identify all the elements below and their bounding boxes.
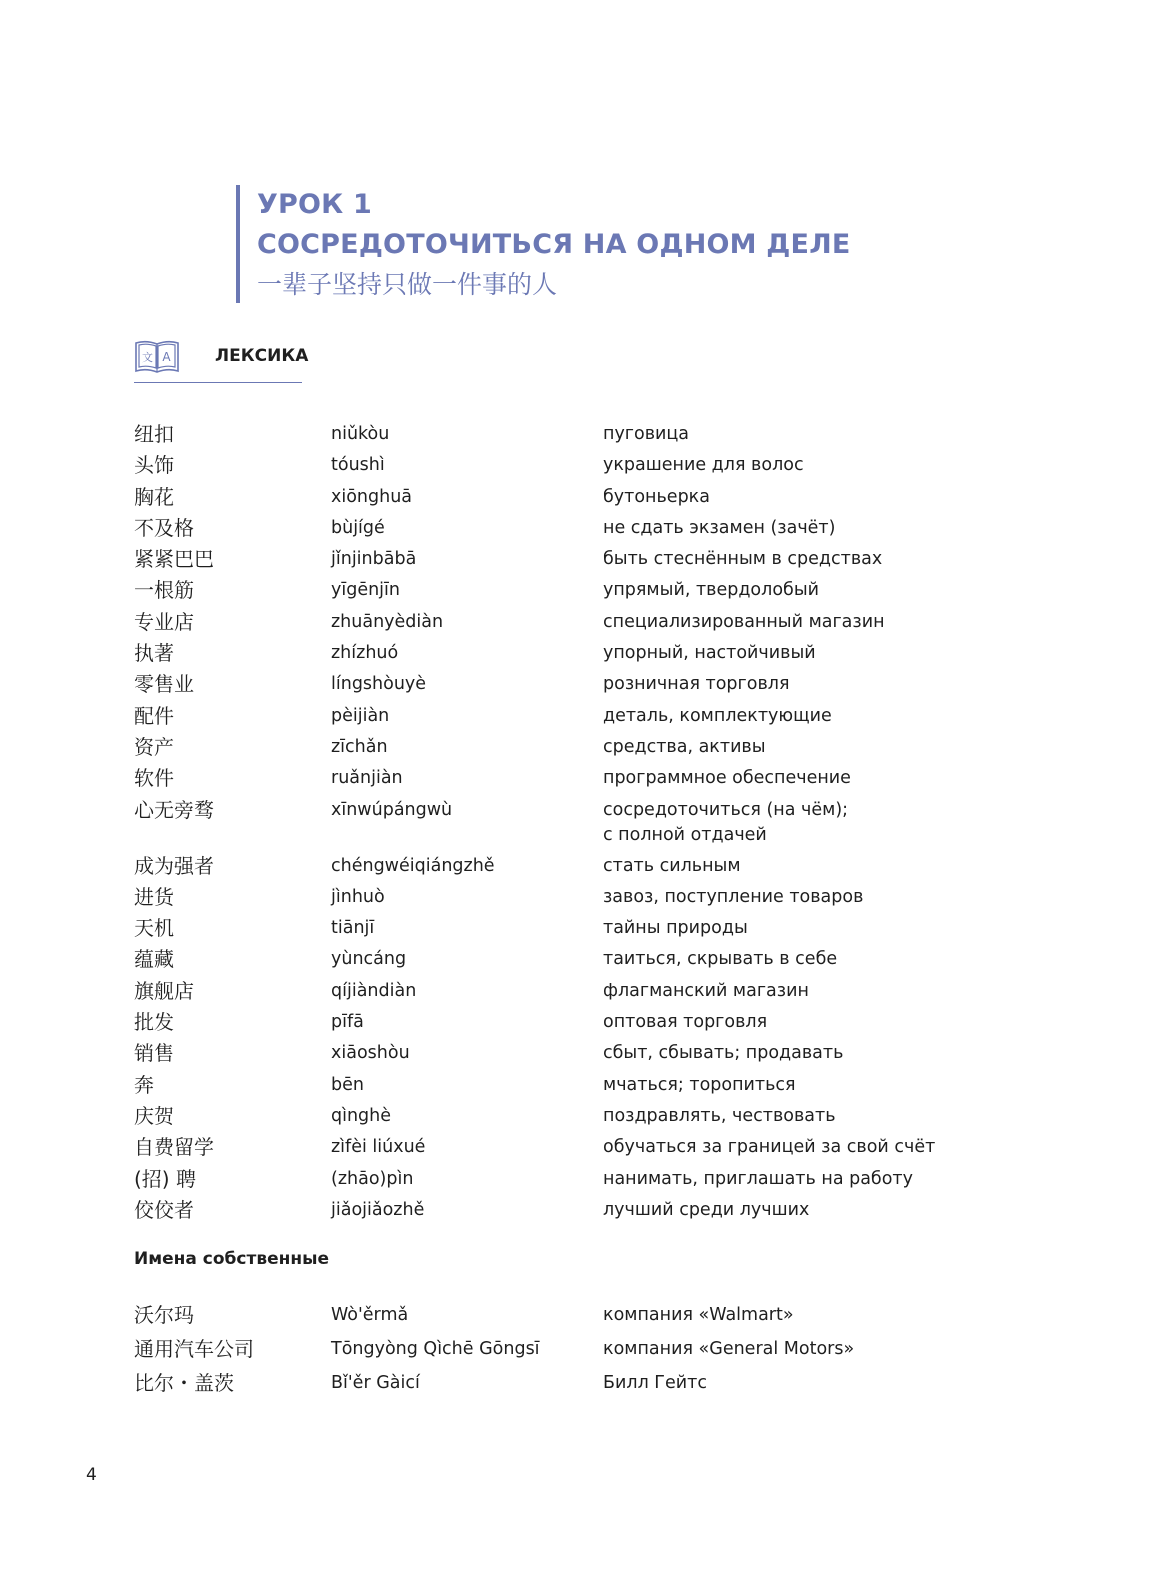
vocab-hanzi: 销售 xyxy=(134,1041,174,1066)
proper-name-hanzi: 比尔・盖茨 xyxy=(134,1371,234,1395)
vocab-row xyxy=(134,1070,994,1101)
vocab-hanzi: 零售业 xyxy=(134,672,194,697)
vocab-pinyin: qìnghè xyxy=(331,1105,392,1126)
proper-name-meaning: компания «Walmart» xyxy=(603,1305,794,1325)
vocab-hanzi: 纽扣 xyxy=(134,422,174,446)
vocab-pinyin: chéngwéiqiángzhě xyxy=(331,855,495,876)
proper-name-meaning: компания «General Motors» xyxy=(603,1339,855,1359)
vocab-hanzi: 佼佼者 xyxy=(134,1197,194,1222)
section-label: ЛЕКСИКА xyxy=(215,346,309,366)
proper-name-row xyxy=(134,1300,994,1334)
vocab-meaning: упорный, настойчивый xyxy=(603,643,816,664)
vocab-pinyin: yīgēnjīn xyxy=(331,580,401,601)
vocab-pinyin: bēn xyxy=(331,1074,364,1095)
vocab-row xyxy=(134,1195,994,1226)
vocab-pinyin: tiānjī xyxy=(331,918,375,939)
vocab-row xyxy=(134,795,994,851)
vocab-pinyin: zhuānyèdiàn xyxy=(331,611,444,632)
vocab-meaning-line1: сосредоточиться (на чём); xyxy=(603,799,849,820)
vocab-meaning: быть стеснённым в средствах xyxy=(603,549,883,570)
vocab-row xyxy=(134,851,994,882)
vocab-hanzi: 头饰 xyxy=(134,453,174,478)
vocab-row xyxy=(134,607,994,638)
vocab-meaning: программное обеспечение xyxy=(603,768,851,789)
vocab-pinyin: jiǎojiǎozhě xyxy=(331,1199,425,1220)
vocab-row xyxy=(134,450,994,481)
section-header-vocabulary xyxy=(134,338,309,383)
proper-name-hanzi: 沃尔玛 xyxy=(134,1303,194,1327)
vocab-hanzi: 执著 xyxy=(134,641,174,666)
vocab-hanzi: 资产 xyxy=(134,734,174,759)
vocab-row xyxy=(134,976,994,1007)
vocab-meaning: сбыт, сбывать; продавать xyxy=(603,1043,844,1064)
lesson-number: УРОК 1 xyxy=(257,189,373,220)
vocab-pinyin: bùjígé xyxy=(331,517,385,538)
vocab-meaning: флагманский магазин xyxy=(603,980,809,1001)
vocab-meaning-line2: с полной отдачей xyxy=(603,824,767,845)
vocab-hanzi: 专业店 xyxy=(134,609,194,634)
vocab-pinyin: zīchǎn xyxy=(331,736,388,757)
vocab-meaning: мчаться; торопиться xyxy=(603,1074,796,1095)
vocab-meaning: специализированный магазин xyxy=(603,611,885,632)
vocab-hanzi: 心无旁骛 xyxy=(134,797,214,822)
vocab-meaning: нанимать, приглашать на работу xyxy=(603,1168,913,1189)
vocab-pinyin: yùncáng xyxy=(331,949,407,970)
vocab-pinyin: xiōnghuā xyxy=(331,486,413,507)
vocab-meaning: средства, активы xyxy=(603,736,766,757)
vocab-meaning: оптовая торговля xyxy=(603,1012,768,1033)
vocab-hanzi: 一根筋 xyxy=(134,578,194,603)
vocab-hanzi: 奔 xyxy=(134,1072,154,1097)
vocab-pinyin: jìnhuò xyxy=(331,886,385,907)
vocab-row xyxy=(134,638,994,669)
icon-glyph-wen: 文 xyxy=(142,351,153,364)
vocab-row xyxy=(134,1038,994,1069)
lesson-title-chinese: 一辈子坚持只做一件事的人 xyxy=(257,270,558,299)
vocab-pinyin: zìfèi liúxué xyxy=(331,1137,426,1158)
vocab-meaning: обучаться за границей за свой счёт xyxy=(603,1137,936,1158)
vocab-row xyxy=(134,544,994,575)
vocab-meaning: пуговица xyxy=(603,424,690,444)
vocab-hanzi: 不及格 xyxy=(134,515,194,540)
vocab-pinyin: qíjiàndiàn xyxy=(331,980,417,1001)
vocab-meaning: упрямый, твердолобый xyxy=(603,580,820,601)
vocab-row xyxy=(134,575,994,606)
vocab-hanzi: 庆贺 xyxy=(134,1103,174,1128)
vocab-meaning: украшение для волос xyxy=(603,455,804,476)
vocab-meaning: завоз, поступление товаров xyxy=(603,886,864,907)
vocab-row xyxy=(134,763,994,794)
vocab-row xyxy=(134,482,994,513)
proper-name-pinyin: Wò'ěrmǎ xyxy=(331,1305,409,1325)
vocab-meaning: бутоньерка xyxy=(603,486,710,507)
vocab-pinyin: xīnwúpángwù xyxy=(331,799,453,820)
vocab-hanzi: 成为强者 xyxy=(134,853,214,878)
vocab-row xyxy=(134,1101,994,1132)
vocab-pinyin: tóushì xyxy=(331,455,385,476)
vocab-pinyin: língshòuyè xyxy=(331,674,427,695)
vocab-pinyin: ruǎnjiàn xyxy=(331,768,403,789)
vocab-row xyxy=(134,913,994,944)
proper-name-row xyxy=(134,1334,994,1368)
vocab-hanzi: 紧紧巴巴 xyxy=(134,547,214,572)
vocab-row xyxy=(134,701,994,732)
vocab-meaning xyxy=(603,798,983,848)
proper-names-list xyxy=(134,1300,994,1402)
vocab-row xyxy=(134,1007,994,1038)
vocab-meaning: деталь, комплектующие xyxy=(603,705,832,726)
vocab-row xyxy=(134,944,994,975)
vocab-hanzi: 旗舰店 xyxy=(134,978,194,1003)
vocab-hanzi: 蕴藏 xyxy=(134,947,174,972)
vocab-row xyxy=(134,669,994,700)
vocab-meaning: таиться, скрывать в себе xyxy=(603,949,838,970)
vocab-row xyxy=(134,419,994,450)
proper-name-hanzi: 通用汽车公司 xyxy=(134,1337,254,1361)
vocab-hanzi: 配件 xyxy=(134,703,174,728)
vocab-row xyxy=(134,1164,994,1195)
vocab-pinyin: jǐnjinbābā xyxy=(331,549,417,570)
lesson-title: СОСРЕДОТОЧИТЬСЯ НА ОДНОМ ДЕЛЕ xyxy=(257,229,851,260)
vocab-hanzi: 天机 xyxy=(134,916,174,941)
vocab-meaning: розничная торговля xyxy=(603,674,790,695)
vocab-meaning: лучший среди лучших xyxy=(603,1199,810,1220)
icon-glyph-a: A xyxy=(162,350,171,364)
vocab-pinyin: pīfā xyxy=(331,1012,364,1033)
vocab-pinyin: zhízhuó xyxy=(331,643,399,664)
proper-names-title: Имена собственные xyxy=(134,1249,330,1269)
proper-name-row xyxy=(134,1368,994,1402)
vocab-meaning: стать сильным xyxy=(603,855,741,876)
vocab-meaning: поздравлять, чествовать xyxy=(603,1105,836,1126)
vocab-row xyxy=(134,732,994,763)
vocabulary-list xyxy=(134,419,994,1226)
vocab-meaning: тайны природы xyxy=(603,918,748,939)
vocab-row xyxy=(134,513,994,544)
lesson-header xyxy=(236,185,850,303)
vocab-pinyin: pèijiàn xyxy=(331,705,390,726)
vocab-row xyxy=(134,1132,994,1163)
vocab-hanzi: 批发 xyxy=(134,1010,174,1035)
vocab-hanzi: (招) 聘 xyxy=(134,1166,196,1191)
proper-name-pinyin: Tōngyòng Qìchē Gōngsī xyxy=(331,1339,540,1359)
vocab-row xyxy=(134,882,994,913)
book-translate-icon xyxy=(134,339,180,375)
vocab-pinyin: niǔkòu xyxy=(331,424,390,444)
vocab-hanzi: 自费留学 xyxy=(134,1135,214,1160)
vocab-meaning: не сдать экзамен (зачёт) xyxy=(603,517,836,538)
page-number: 4 xyxy=(86,1465,97,1485)
vocab-hanzi: 软件 xyxy=(134,766,174,791)
vocab-pinyin: xiāoshòu xyxy=(331,1043,410,1064)
proper-name-meaning: Билл Гейтс xyxy=(603,1373,707,1393)
vocab-hanzi: 进货 xyxy=(134,884,174,909)
vocab-pinyin: (zhāo)pìn xyxy=(331,1168,414,1189)
vocab-hanzi: 胸花 xyxy=(134,484,174,509)
proper-name-pinyin: Bǐ'ěr Gàicí xyxy=(331,1373,420,1393)
